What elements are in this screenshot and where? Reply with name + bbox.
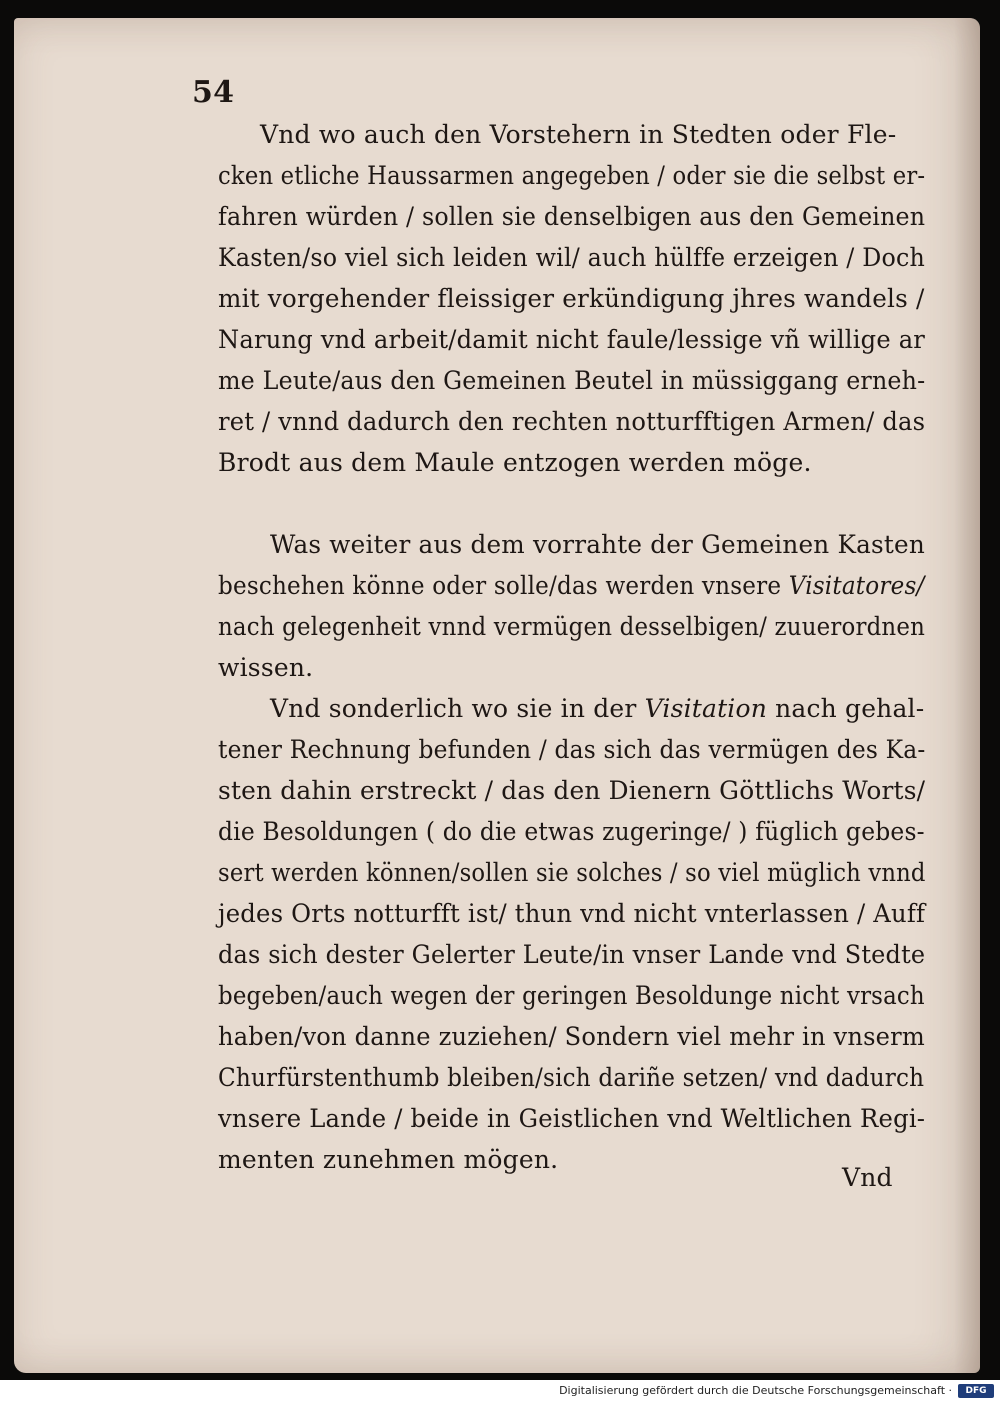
para1-line-4: Kasten/so viel sich leiden wil/ auch hülffe erzeigen / Doch <box>218 243 925 272</box>
catchword: Vnd <box>842 1163 893 1192</box>
para3-line-3: sten dahin erstreckt / das den Dienern Göttlichs Worts/ <box>218 776 926 805</box>
para3-line-1-post: nach gehal- <box>766 694 925 723</box>
para3-line-1 <box>270 694 924 723</box>
para1-line-1: Vnd wo auch den Vorstehern in Stedten oder Fle- <box>260 120 897 149</box>
para3-line-5: sert werden können/sollen sie solches / so viel müglich vnnd <box>218 858 926 887</box>
para2-line-1: Was weiter aus dem vorrahte der Gemeinen Kasten <box>270 530 925 559</box>
para3-line-10: Churfürstenthumb bleiben/sich dariñe setzen/ vnd dadurch <box>218 1063 925 1092</box>
para1-line-7: me Leute/aus den Gemeinen Beutel in müssiggang erneh- <box>218 366 926 395</box>
para1-line-9: Brodt aus dem Maule entzogen werden möge. <box>218 448 812 477</box>
latin-term-visitatores: Visitatores/ <box>788 571 925 600</box>
para1-line-6: Narung vnd arbeit/damit nicht faule/lessige vñ willige ar <box>218 325 926 354</box>
dfg-logo: DFG <box>958 1384 994 1398</box>
para2-line-2-text: beschehen könne oder solle/das werden vnsere <box>218 571 789 600</box>
para2-line-2 <box>218 571 924 600</box>
para3-line-12: menten zunehmen mögen. <box>218 1145 559 1174</box>
para1-line-2: cken etliche Haussarmen angegeben / oder sie die selbst er- <box>218 161 926 190</box>
para3-line-1-pre: Vnd sonderlich wo sie in der <box>270 694 645 723</box>
para3-line-2: tener Rechnung befunden / das sich das vermügen des Ka- <box>218 735 926 764</box>
para3-line-4: die Besoldungen ( do die etwas zugeringe/ ) füglich gebes- <box>218 817 925 846</box>
latin-term-visitation: Visitation <box>644 694 767 723</box>
page-number: 54 <box>192 75 235 110</box>
para2-line-3: nach gelegenheit vnnd vermügen desselbigen/ zuuerordnen <box>218 612 926 641</box>
para3-line-11: vnsere Lande / beide in Geistlichen vnd Weltlichen Regi- <box>218 1104 926 1133</box>
para2-line-4: wissen. <box>218 653 314 682</box>
para1-line-8: ret / vnnd dadurch den rechten notturfftigen Armen/ das <box>218 407 926 436</box>
para3-line-6: jedes Orts notturfft ist/ thun vnd nicht vnterlassen / Auff <box>218 899 926 928</box>
funding-credit: Digitalisierung gefördert durch die Deutsche Forschungsgemeinschaft · <box>559 1384 952 1397</box>
para3-line-8: begeben/auch wegen der geringen Besoldunge nicht vrsach <box>218 981 925 1010</box>
para3-line-7: das sich dester Gelerter Leute/in vnser Lande vnd Stedte <box>218 940 926 969</box>
para3-line-9: haben/von danne zuziehen/ Sondern viel mehr in vnserm <box>218 1022 925 1051</box>
para1-line-5: mit vorgehender fleissiger erkündigung jhres wandels / <box>218 284 925 313</box>
para1-line-3: fahren würden / sollen sie denselbigen aus den Gemeinen <box>218 202 926 231</box>
